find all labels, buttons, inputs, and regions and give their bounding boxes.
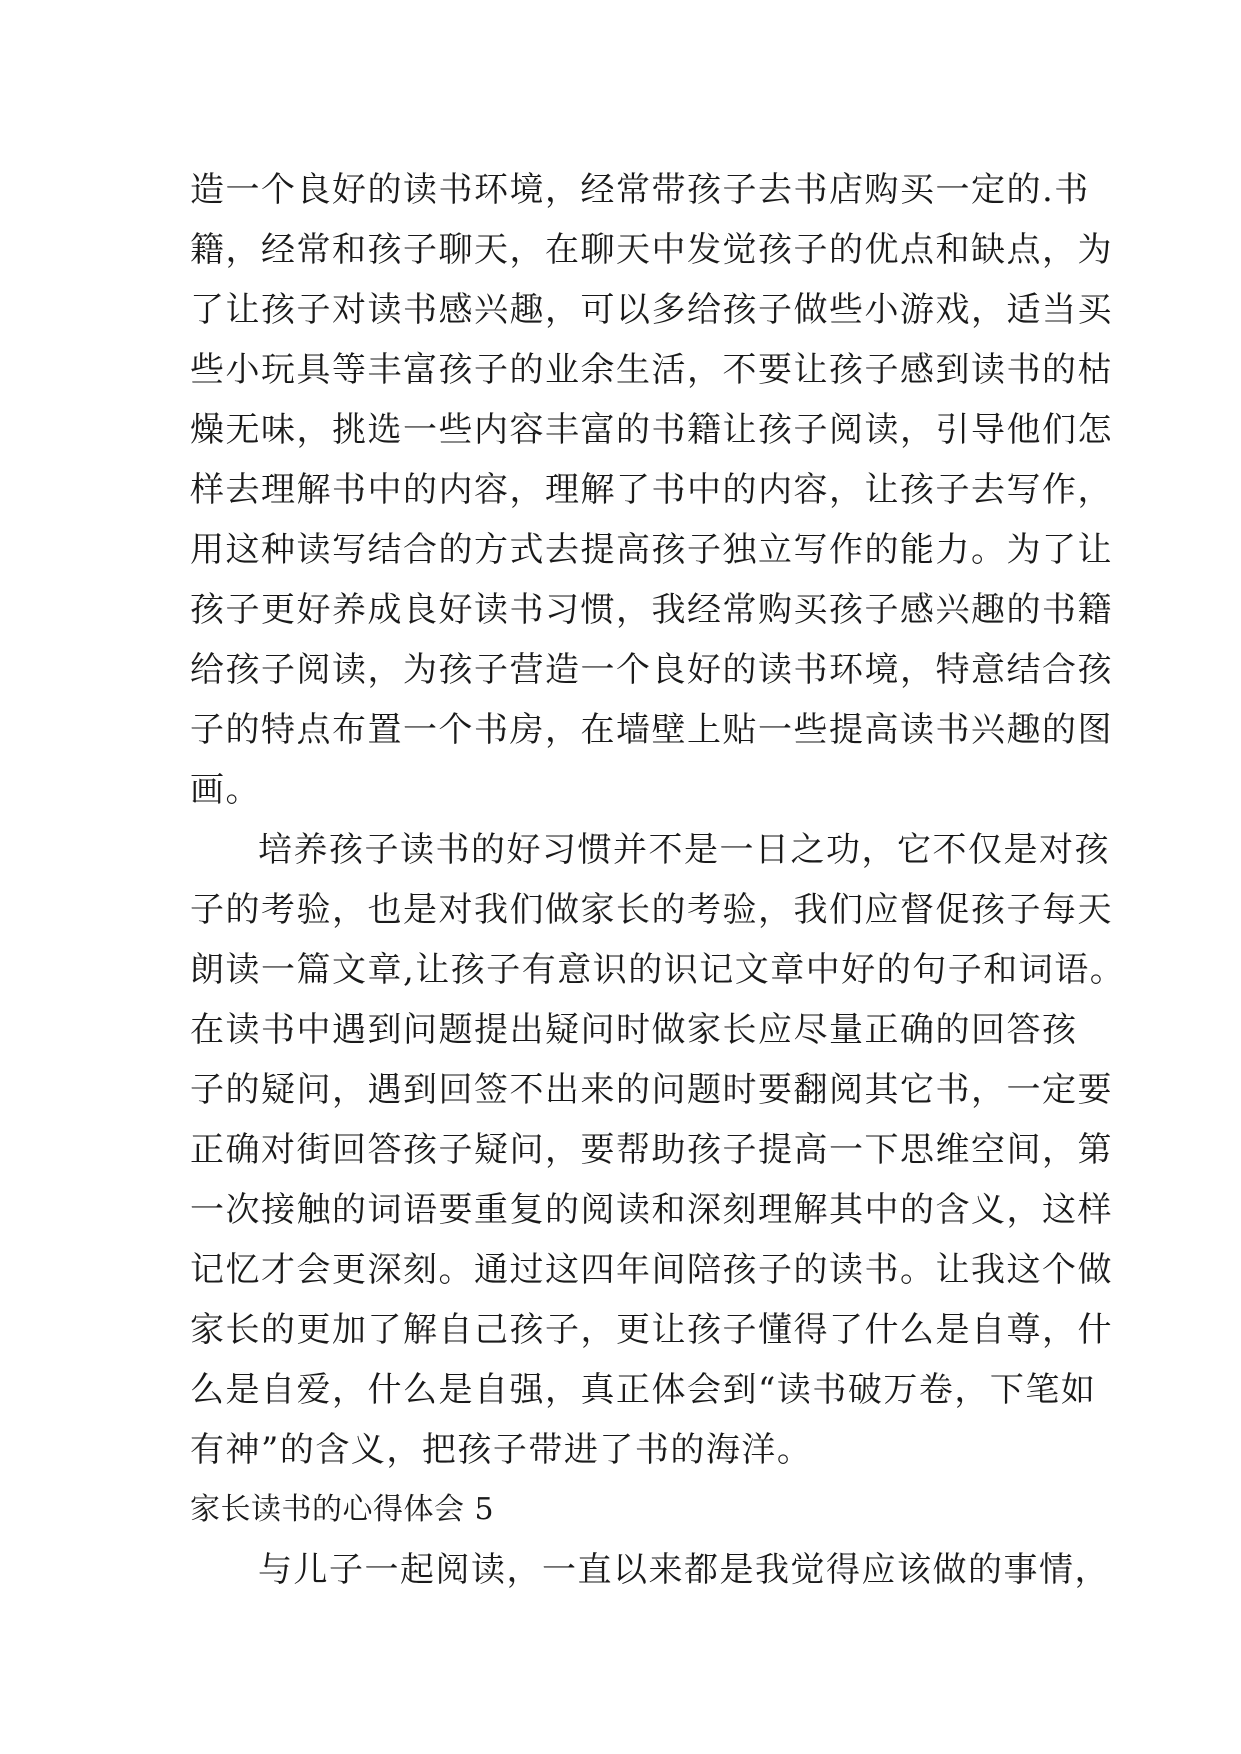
text-line: 样去理解书中的内容，理解了书中的内容，让孩子去写作， bbox=[190, 470, 1113, 510]
text-line: 一次接触的词语要重复的阅读和深刻理解其中的含义，这样 bbox=[190, 1190, 1113, 1230]
text-line: 了让孩子对读书感兴趣，可以多给孩子做些小游戏，适当买 bbox=[190, 290, 1113, 330]
text-line: 造一个良好的读书环境，经常带孩子去书店购买一定的.书 bbox=[190, 170, 1090, 210]
text-line: 有神”的含义，把孩子带进了书的海洋。 bbox=[190, 1430, 813, 1470]
text-line: 些小玩具等丰富孩子的业余生活，不要让孩子感到读书的枯 bbox=[190, 350, 1113, 390]
text-line: 燥无味，挑选一些内容丰富的书籍让孩子阅读，引导他们怎 bbox=[190, 410, 1113, 450]
text-line: 籍，经常和孩子聊天，在聊天中发觉孩子的优点和缺点，为 bbox=[190, 230, 1113, 270]
text-line: 培养孩子读书的好习惯并不是一日之功，它不仅是对孩 bbox=[258, 830, 1110, 870]
document-body bbox=[190, 160, 1126, 1600]
text-line: 子的特点布置一个书房，在墙壁上贴一些提高读书兴趣的图 bbox=[190, 710, 1113, 750]
section-heading: 家长读书的心得体会 5 bbox=[190, 1492, 495, 1527]
text-line: 在读书中遇到问题提出疑问时做家长应尽量正确的回答孩 bbox=[190, 1010, 1078, 1050]
text-line: 给孩子阅读，为孩子营造一个良好的读书环境，特意结合孩 bbox=[190, 650, 1113, 690]
text-line: 画。 bbox=[190, 770, 261, 810]
text-line: 么是自爱，什么是自强，真正体会到“读书破万卷，下笔如 bbox=[190, 1370, 1097, 1410]
paragraph-1 bbox=[190, 160, 1113, 820]
text-line: 子的疑问，遇到回签不出来的问题时要翻阅其它书，一定要 bbox=[190, 1070, 1113, 1110]
text-line: 与儿子一起阅读，一直以来都是我觉得应该做的事情， bbox=[258, 1550, 1110, 1590]
text-line: 记忆才会更深刻。通过这四年间陪孩子的读书。让我这个做 bbox=[190, 1250, 1113, 1290]
text-line: 用这种读写结合的方式去提高孩子独立写作的能力。为了让 bbox=[190, 530, 1113, 570]
text-line: 孩子更好养成良好读书习惯，我经常购买孩子感兴趣的书籍 bbox=[190, 590, 1113, 630]
text-line: 正确对街回答孩子疑问，要帮助孩子提高一下思维空间，第 bbox=[190, 1130, 1113, 1170]
paragraph-2 bbox=[190, 820, 1126, 1480]
text-line: 子的考验，也是对我们做家长的考验，我们应督促孩子每天 bbox=[190, 890, 1113, 930]
text-line: 家长的更加了解自己孩子，更让孩子懂得了什么是自尊，什 bbox=[190, 1310, 1113, 1350]
text-line: 朗读一篇文章,让孩子有意识的识记文章中好的句子和词语。 bbox=[190, 950, 1126, 990]
paragraph-3 bbox=[190, 1540, 1110, 1600]
